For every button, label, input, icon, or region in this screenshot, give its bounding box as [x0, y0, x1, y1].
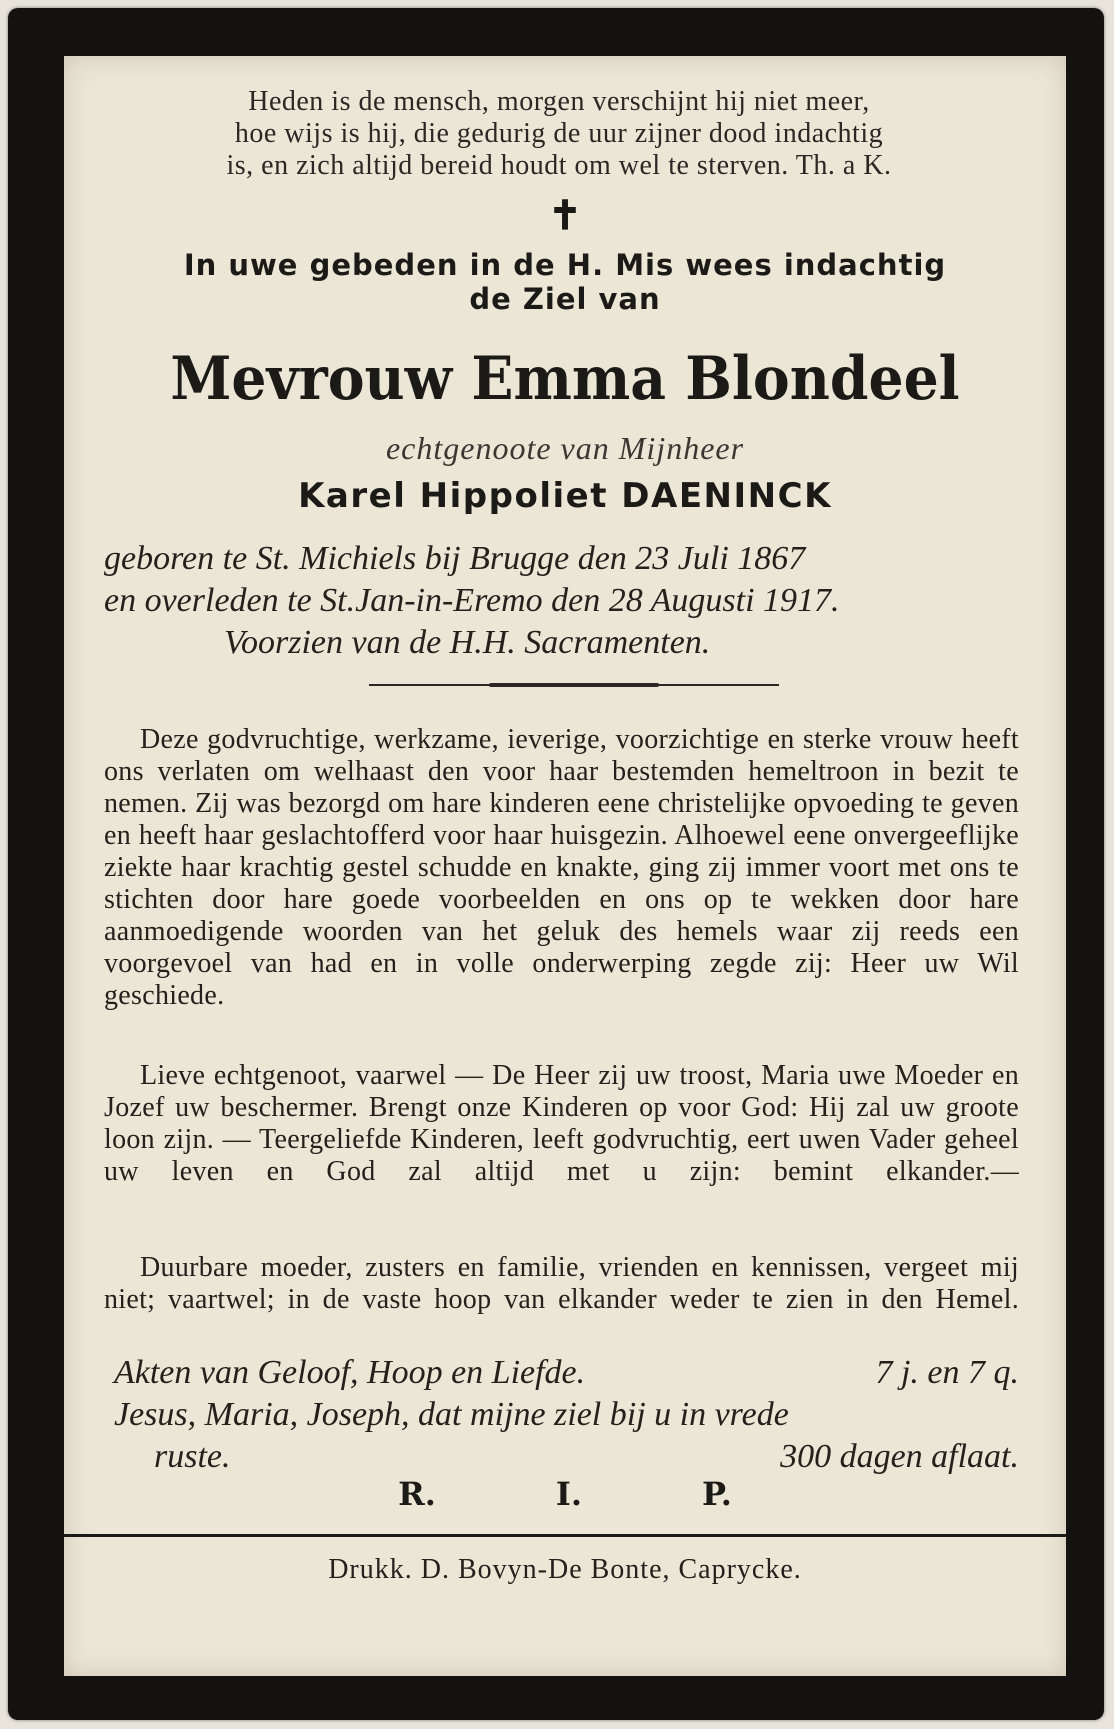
prayer-line: de Ziel van — [469, 282, 661, 316]
rip-i: I. — [555, 1475, 582, 1513]
days-indulgence: 300 dagen aflaat. — [780, 1438, 1019, 1475]
invocation-line: Jesus, Maria, Joseph, dat mijne ziel bij u in vrede — [114, 1396, 789, 1433]
paragraph-text: Lieve echtgenoot, vaarwel — De Heer zij uw troost, Maria uwe Moeder en Jozef uw beschermer. Brengt onze Kinderen op voor God: Hij zal uw groote loon zijn. — Teergeliefde Kinderen, leeft godvruchtig, eert uwen Vader geheel uw leven en God zal altijd met u zijn: bemint elkander.— — [104, 1060, 1019, 1187]
birth-line: geboren te St. Michiels bij Brugge den 23 Juli 1867 — [104, 540, 806, 577]
prayer-line: In uwe gebeden in de H. Mis wees indachtig — [183, 248, 947, 282]
sacraments-line: Voorzien van de H.H. Sacramenten. — [224, 624, 711, 661]
acts-text: Akten van Geloof, Hoop en Liefde. — [114, 1354, 586, 1391]
invocation-end: ruste. — [154, 1438, 231, 1475]
paragraph-family — [104, 1252, 1019, 1316]
death-line: en overleden te St.Jan-in-Eremo den 28 Augusti 1917. — [104, 582, 840, 619]
invocation-row — [114, 1436, 1019, 1478]
card-panel — [64, 56, 1066, 1676]
rip-initials — [64, 1474, 1066, 1514]
deceased-name: Mevrouw Emma Blondeel — [170, 344, 960, 414]
paragraph-text: Deze godvruchtige, werkzame, ieverige, voorzichtige en sterke vrouw heeft ons verlaten om welhaast den voor haar bestemden hemeltroon in bezit te nemen. Zij was bezorgd om hare kinderen eene christelijke opvoeding te geven en heeft haar geslachtofferd voor haar huisgezin. Alhoewel eene onvergeeflijke ziekte haar krachtig gestel schudde en knakte, ging zij immer voort met ons te stichten door hare goede voorbeelden en ons op te wekken door hare aanmoedigende woorden van het geluk des hemels waar zij reeds een voorgevoel van had en in volle onderwerping zegde zij: Heer uw Wil geschiede. — [104, 724, 1019, 1011]
ornamental-divider — [369, 684, 779, 686]
indulgence-prayers — [114, 1352, 1019, 1478]
bottom-divider — [64, 1534, 1066, 1537]
cross-icon: ✝ — [548, 193, 582, 238]
acts-indulgence: 7 j. en 7 q. — [875, 1354, 1019, 1391]
spouse-intro: echtgenoote van Mijnheer — [385, 430, 745, 466]
memorial-card — [8, 8, 1104, 1720]
paragraph-farewell — [104, 1060, 1019, 1188]
life-dates — [104, 538, 1044, 664]
spouse-name: Karel Hippoliet DAENINCK — [298, 476, 832, 516]
rip-r: R. — [398, 1475, 436, 1513]
paragraph-text: Duurbare moeder, zusters en familie, vrienden en kennissen, vergeet mij niet; vaartwel; in de vaste hoop van elkander weder te zien in den Hemel. — [104, 1252, 1019, 1315]
quote-line: Heden is de mensch, morgen verschijnt hij niet meer, — [248, 86, 870, 117]
prayer-request — [64, 248, 1066, 316]
quote-line: hoe wijs is hij, die gedurig de uur zijner dood indachtig — [234, 118, 884, 149]
paragraph-virtues — [104, 724, 1019, 1012]
rip-p: P. — [701, 1475, 732, 1513]
printer-credit: Drukk. D. Bovyn-De Bonte, Caprycke. — [328, 1554, 802, 1585]
acts-row — [114, 1352, 1019, 1394]
opening-quote — [124, 86, 994, 182]
quote-line: is, en zich altijd bereid houdt om wel te sterven. Th. a K. — [226, 150, 892, 181]
